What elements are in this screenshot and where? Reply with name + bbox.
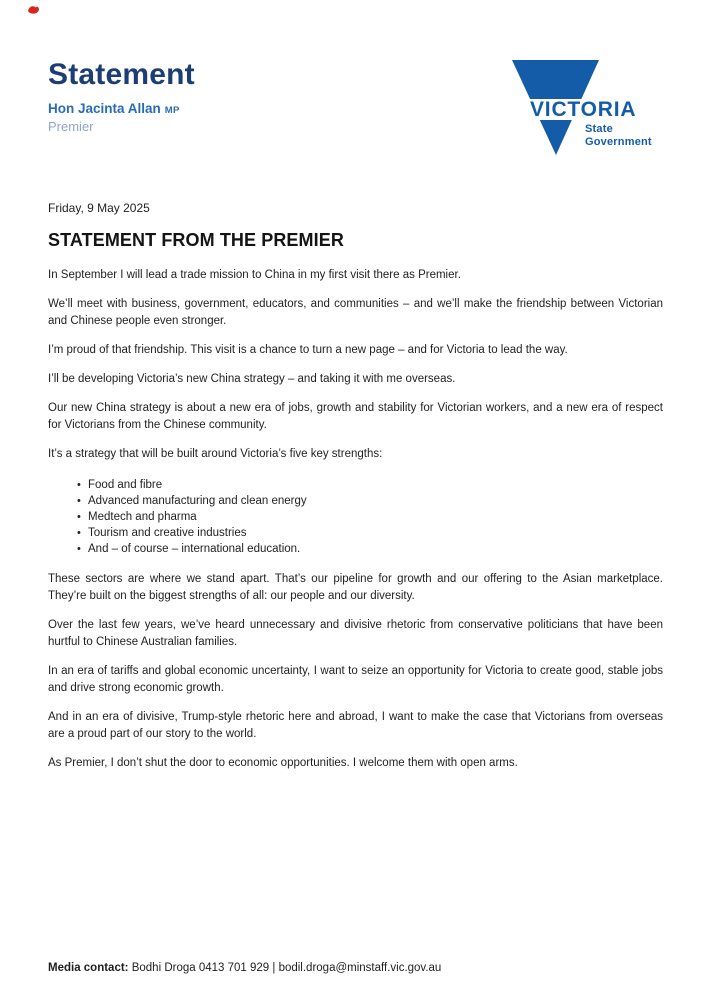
statement-paragraph: In September I will lead a trade mission to China in my first visit there as Premier. <box>48 269 461 281</box>
paragraphs-after-list <box>48 571 663 772</box>
statement-paragraph: I’ll be developing Victoria’s new China strategy – and taking it with me overseas. <box>48 373 456 385</box>
bullet-dot: • <box>77 511 81 523</box>
author-role: Premier <box>48 118 94 134</box>
statement-date: Friday, 9 May 2025 <box>48 201 150 215</box>
key-strength-label: And – of course – international education. <box>88 543 301 555</box>
bullet-dot: • <box>77 527 81 539</box>
key-strengths-list <box>48 477 663 557</box>
bullet-dot: • <box>77 543 81 555</box>
paragraphs-before-list <box>48 267 663 463</box>
statement-paragraph: In an era of tariffs and global economic uncertainty, I want to seize an opportunity for Victoria to create good, stable jobs and drive strong economic growth. <box>48 665 663 694</box>
bullet-dot: • <box>77 479 81 491</box>
key-strength-label: Medtech and pharma <box>88 511 197 523</box>
author-name-text: Hon Jacinta Allan <box>48 101 161 116</box>
statement-paragraph: Over the last few years, we’ve heard unnecessary and divisive rhetoric from conservative politicians that have been hurtful to Chinese Australian families. <box>48 619 663 648</box>
key-strength-item <box>48 509 663 525</box>
statement-paragraph: And in an era of divisive, Trump-style rhetoric here and abroad, I want to make the case that Victorians from overseas are a proud part of our story to the world. <box>48 711 663 740</box>
author-postnominal: MP <box>164 105 180 116</box>
logo-subtext-state: State <box>585 123 613 135</box>
media-contact-footer <box>48 962 663 974</box>
statement-paragraph: We’ll meet with business, government, educators, and communities – and we’ll make the friendship between Victorian and Chinese people even stronger. <box>48 298 663 327</box>
author-name <box>48 101 195 117</box>
statement-body <box>48 201 663 772</box>
statement-paragraph: As Premier, I don’t shut the door to economic opportunities. I welcome them with open arms. <box>48 757 518 769</box>
bullet-dot: • <box>77 495 81 507</box>
key-strength-label: Tourism and creative industries <box>88 527 247 539</box>
statement-paragraph: I’m proud of that friendship. This visit is a chance to turn a new page – and for Victoria to lead the way. <box>48 344 568 356</box>
key-strength-item <box>48 541 663 557</box>
logo-wordmark: VICTORIA <box>530 98 637 121</box>
key-strength-label: Advanced manufacturing and clean energy <box>88 495 307 507</box>
masthead-title: Statement <box>48 58 195 91</box>
letterhead <box>48 60 663 157</box>
statement-paragraph: Our new China strategy is about a new era of jobs, growth and stability for Victorian workers, and a new era of respect for Victorians from the Chinese community. <box>48 402 663 431</box>
logo-subtext-government: Government <box>585 136 652 148</box>
media-contact-label: Media contact: <box>48 962 129 974</box>
media-contact-details: Bodhi Droga 0413 701 929 | bodil.droga@minstaff.vic.gov.au <box>131 962 442 974</box>
key-strength-label: Food and fibre <box>88 479 163 491</box>
victoria-state-government-logo <box>511 60 663 157</box>
key-strength-item <box>48 525 663 541</box>
key-strength-item <box>48 493 663 509</box>
statement-title: STATEMENT FROM THE PREMIER <box>48 230 344 250</box>
masthead-block <box>48 60 195 135</box>
statement-paragraph: It’s a strategy that will be built around Victoria’s five key strengths: <box>48 448 383 460</box>
statement-paragraph: These sectors are where we stand apart. That’s our pipeline for growth and our offering to the Asian marketplace. They’re built on the biggest strengths of all: our people and our diversity. <box>48 573 663 602</box>
red-ink-mark <box>26 4 42 16</box>
key-strength-item <box>48 477 663 493</box>
